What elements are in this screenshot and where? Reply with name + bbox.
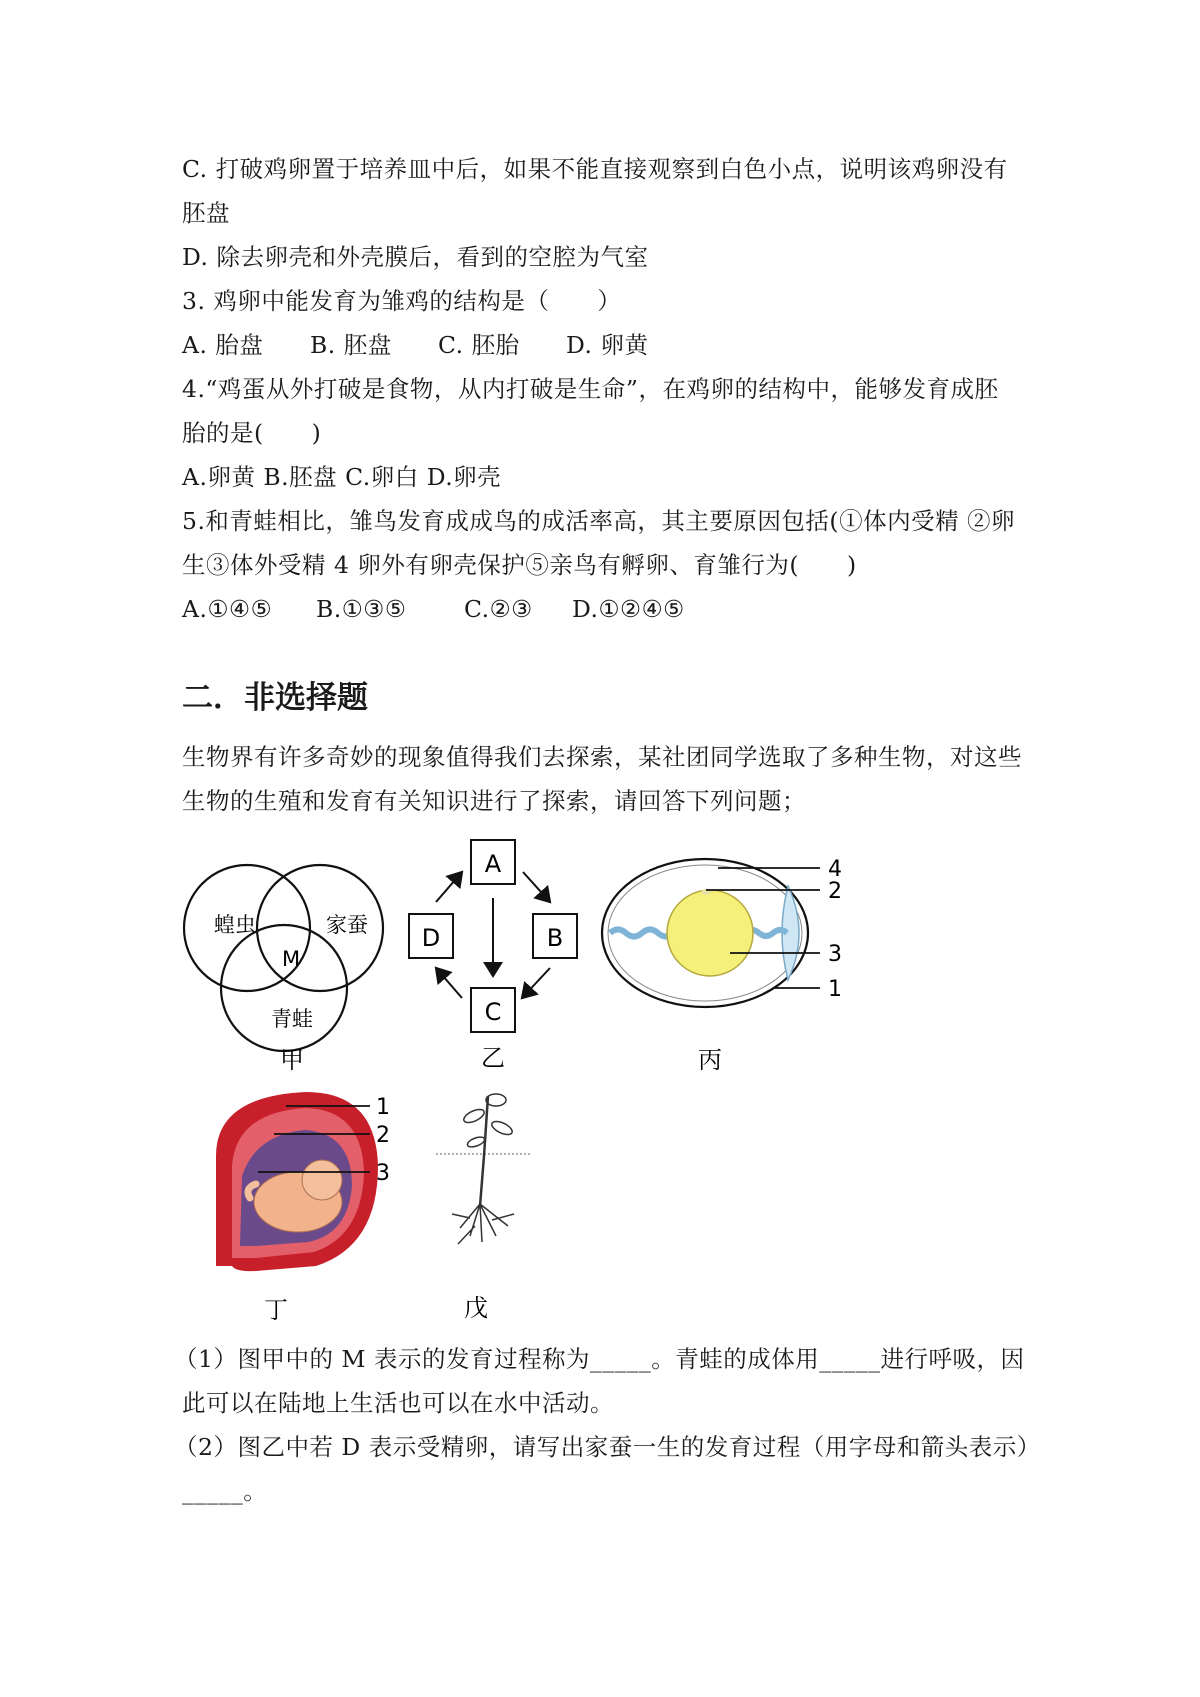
q3-option-c: C. 胚胎 xyxy=(438,331,520,359)
figure-wu-plant xyxy=(430,1086,550,1332)
intro-line-2: 生物的生殖和发育有关知识进行了探索，请回答下列问题； xyxy=(182,787,806,815)
q5-option-a: A.①④⑤ xyxy=(182,595,273,623)
q3-option-b: B. 胚盘 xyxy=(310,331,392,359)
figure-ding-caption: 丁 xyxy=(264,1296,288,1324)
section-heading: 二．非选择题 xyxy=(182,680,368,716)
plant-leaf-left xyxy=(462,1107,486,1125)
figure-bing-caption: 丙 xyxy=(698,1046,722,1074)
fetus-label-1: 1 xyxy=(376,1095,390,1120)
arrow-a-to-b xyxy=(523,872,550,902)
arrow-b-to-c xyxy=(522,968,550,998)
fetus-head xyxy=(302,1160,342,1200)
question-4-line-1: 4.“鸡蛋从外打破是食物，从内打破是生命”，在鸡卵的结构中，能够发育成胚 xyxy=(182,375,999,403)
plant-roots xyxy=(452,1204,514,1244)
cycle-label-b: B xyxy=(546,924,564,952)
egg-label-3: 3 xyxy=(828,942,842,967)
figure-yi-cycle xyxy=(398,836,598,1076)
egg-label-2: 2 xyxy=(828,879,842,904)
q3-option-d: D. 卵黄 xyxy=(566,331,649,359)
q5-option-b: B.①③⑤ xyxy=(316,595,407,623)
venn-label-silkworm: 家蚕 xyxy=(326,913,368,937)
figure-jia-caption: 甲 xyxy=(280,1046,304,1074)
option-c-line-2: 胚盘 xyxy=(182,199,230,227)
q5-option-d: D.①②④⑤ xyxy=(572,595,685,623)
question-5-line-2: 生③体外受精 4 卵外有卵壳保护⑤亲鸟有孵卵、育雏行为( ) xyxy=(182,551,857,579)
figure-ding-fetus xyxy=(196,1086,416,1332)
sub-question-2-line-1: （2）图乙中若 D 表示受精卵，请写出家蚕一生的发育过程（用字母和箭头表示） xyxy=(174,1433,1041,1461)
figure-bing-egg xyxy=(600,856,850,1078)
figure-yi-caption: 乙 xyxy=(481,1044,505,1072)
question-3: 3. 鸡卵中能发育为雏鸡的结构是（ ） xyxy=(182,287,622,315)
venn-label-frog: 青蛙 xyxy=(271,1007,313,1031)
cycle-label-d: D xyxy=(421,924,441,952)
venn-circle-frog xyxy=(221,925,347,1051)
intro-line-1: 生物界有许多奇妙的现象值得我们去探索，某社团同学选取了多种生物，对这些 xyxy=(182,743,1022,771)
sub-question-1-line-2: 此可以在陆地上生活也可以在水中活动。 xyxy=(182,1389,614,1417)
figure-jia-venn xyxy=(182,836,412,1076)
plant-leaf-right xyxy=(490,1119,514,1137)
yolk xyxy=(667,890,753,976)
q3-option-a: A. 胎盘 xyxy=(182,331,264,359)
cycle-label-c: C xyxy=(484,998,502,1026)
sub-question-2-line-2: _____。 xyxy=(182,1477,268,1505)
option-c-line-1: C. 打破鸡卵置于培养皿中后，如果不能直接观察到白色小点，说明该鸡卵没有 xyxy=(182,155,1008,183)
plant-leaf-top xyxy=(486,1094,506,1106)
question-4-line-2: 胎的是( ) xyxy=(182,419,322,447)
question-5-line-1: 5.和青蛙相比，雏鸟发育成成鸟的成活率高，其主要原因包括(①体内受精 ②卵 xyxy=(182,507,1016,535)
plant-leaf-lower xyxy=(466,1135,486,1149)
option-d: D. 除去卵壳和外壳膜后，看到的空腔为气室 xyxy=(182,243,649,271)
question-4-options: A.卵黄 B.胚盘 C.卵白 D.卵壳 xyxy=(182,463,502,491)
sub-question-1-line-1: （1）图甲中的 M 表示的发育过程称为_____。青蛙的成体用_____进行呼吸，因 xyxy=(174,1345,1025,1373)
figure-wu-caption: 戊 xyxy=(464,1294,488,1322)
fetus-label-3: 3 xyxy=(376,1161,390,1186)
arrow-c-to-d xyxy=(436,968,462,998)
cycle-label-a: A xyxy=(484,850,502,878)
fetus-label-2: 2 xyxy=(376,1123,390,1148)
q5-option-c: C.②③ xyxy=(464,595,533,623)
venn-label-m: M xyxy=(281,947,301,971)
egg-label-1: 1 xyxy=(828,977,842,1002)
egg-label-4: 4 xyxy=(828,857,842,882)
venn-label-locust: 蝗虫 xyxy=(214,913,256,937)
arrow-d-to-a xyxy=(436,872,462,902)
